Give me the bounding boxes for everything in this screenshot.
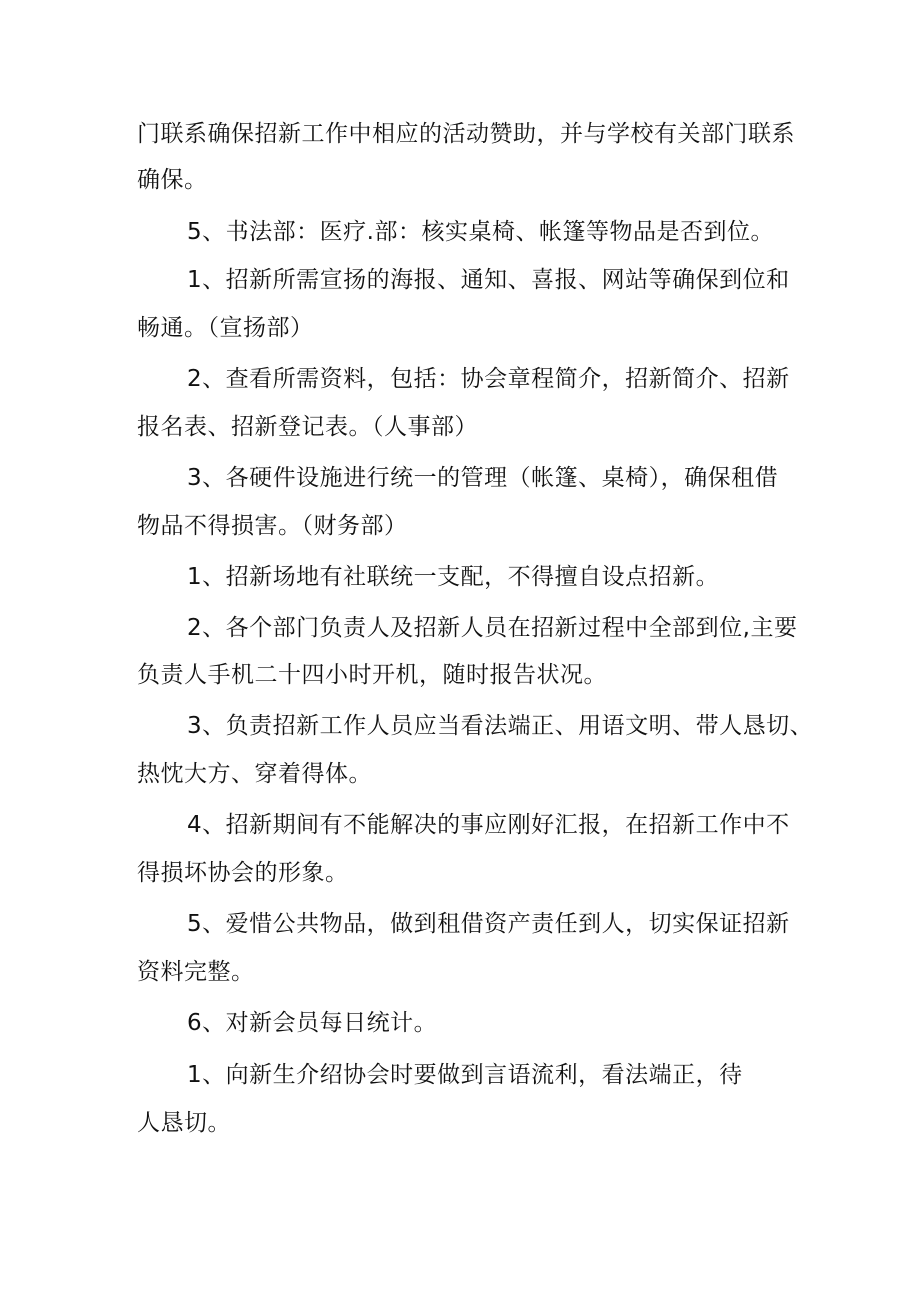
text-line: 物品不得损害。（财务部） [137, 513, 408, 539]
text-line: 畅通。（宣扬部） [137, 315, 314, 341]
text-line: 报名表、招新登记表。（人事部） [137, 414, 478, 440]
text-line: 1、招新场地有社联统一支配，不得擅自设点招新。 [187, 564, 720, 590]
text-line: 负责人手机二十四小时开机，随时报告状况。 [137, 662, 607, 688]
text-line: 2、各个部门负责人及招新人员在招新过程中全部到位,主要 [187, 615, 798, 641]
text-line: 热忱大方、穿着得体。 [137, 761, 372, 787]
text-line: 门联系确保招新工作中相应的活动赞助，并与学校有关部门联系 [137, 121, 795, 147]
text-line: 2、查看所需资料，包括：协会章程简介，招新简介、招新 [187, 366, 790, 392]
text-line: 人恳切。 [137, 1110, 231, 1136]
text-line: 3、负责招新工作人员应当看法端正、用语文明、带人恳切、 [187, 713, 814, 739]
text-line: 5、爱惜公共物品，做到租借资产责任到人，切实保证招新 [187, 911, 790, 937]
text-line: 确保。 [137, 167, 208, 193]
text-line: 资料完整。 [137, 959, 255, 985]
text-line: 得损坏协会的形象。 [137, 860, 349, 886]
text-line: 1、向新生介绍协会时要做到言语流利，看法端正，待 [187, 1062, 743, 1088]
text-line: 1、招新所需宣扬的海报、通知、喜报、网站等确保到位和 [187, 267, 790, 293]
text-line: 3、各硬件设施进行统一的管理（帐篷、桌椅），确保租借 [187, 465, 779, 491]
text-line: 6、对新会员每日统计。 [187, 1010, 438, 1036]
text-line: 4、招新期间有不能解决的事应刚好汇报，在招新工作中不 [187, 812, 790, 838]
text-line: 5、书法部：医疗.部：核实桌椅、帐篷等物品是否到位。 [187, 219, 774, 245]
